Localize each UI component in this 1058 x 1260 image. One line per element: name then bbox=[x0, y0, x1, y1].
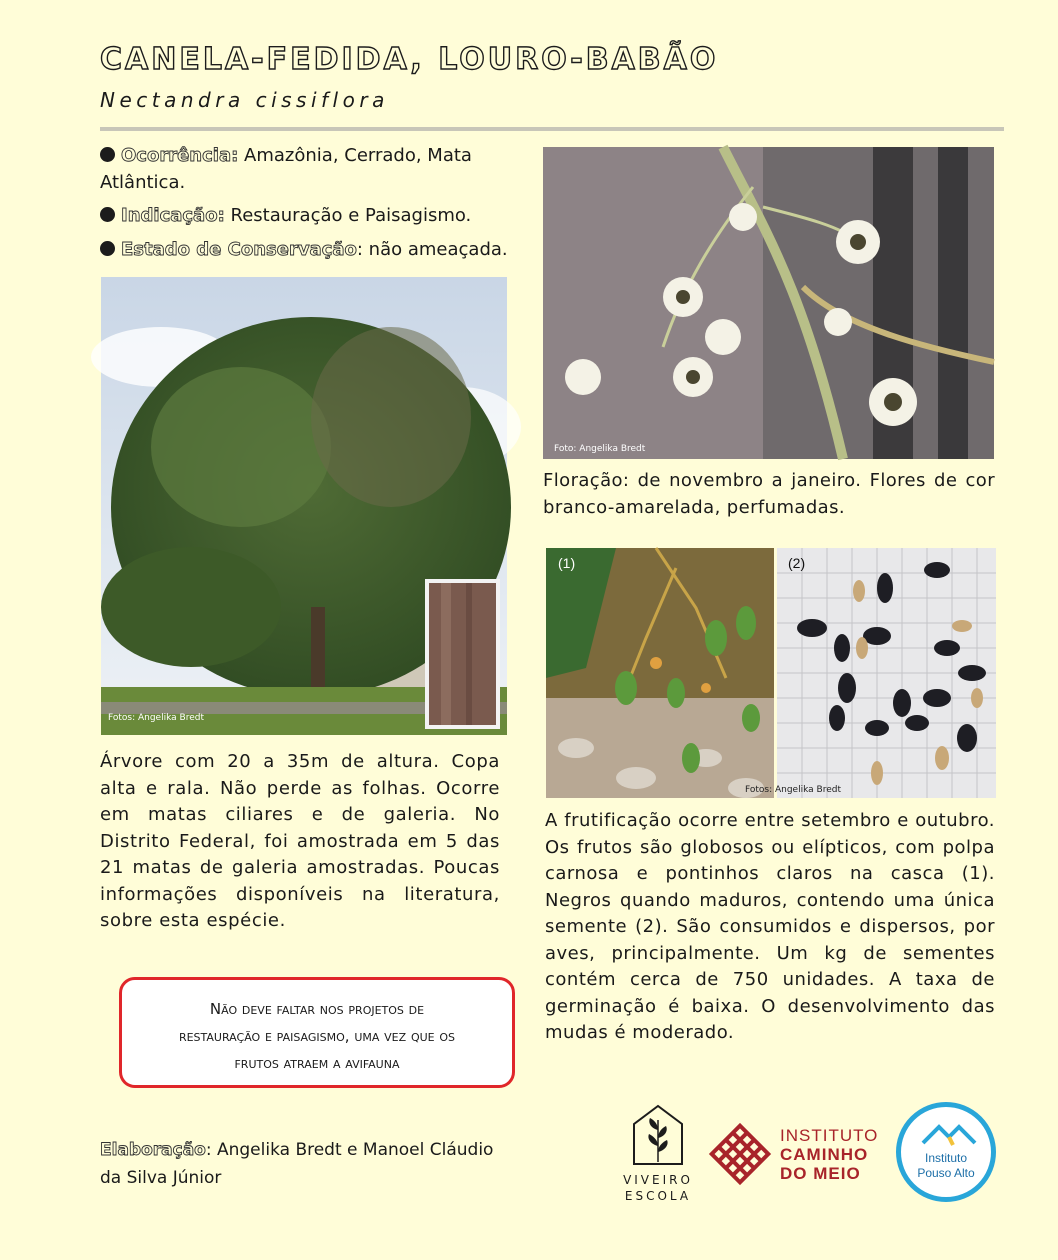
flower-photo bbox=[543, 147, 994, 459]
endless-knot-icon bbox=[708, 1122, 772, 1186]
recommendation-callout bbox=[119, 977, 515, 1088]
fruit-photo bbox=[546, 548, 774, 798]
pouso-text-1: Instituto bbox=[924, 1151, 968, 1165]
bullet-icon bbox=[100, 241, 115, 256]
flower-photo-credit: Foto: Angelika Bredt bbox=[554, 444, 646, 454]
occurrence-value: Amazônia, Cerrado, Mata Atlântica. bbox=[100, 145, 472, 193]
bullet-icon bbox=[100, 147, 115, 162]
fruiting-description: A frutificação ocorre entre setembro e outubro. Os frutos são globosos ou elípticos, com polpa carnosa e pontinhos claros na casca (1). Negros quando maduros, contendo uma única semente (2). São consumidos e dispersos, por aves, principalmente. Um kg de sementes contém cerca de 750 unidades. A taxa de germinação é baixa. O desenvolvimento das mudas é moderado. bbox=[545, 810, 995, 1043]
conservation-item bbox=[100, 236, 510, 263]
tree-description: Árvore com 20 a 35m de altura. Copa alta e rala. Não perde as folhas. Ocorre em matas ciliares e de galeria. No Distrito Federal, foi amostrada em 5 das 21 matas de galeria amostradas. Poucas informações disponíveis na literatura, sobre esta espécie. bbox=[100, 751, 500, 931]
seed-illustration bbox=[777, 548, 996, 798]
credits bbox=[100, 1136, 520, 1192]
viveiro-text-2: ESCOLA bbox=[624, 1189, 692, 1203]
pouso-alto-logo bbox=[896, 1102, 996, 1202]
bullet-icon bbox=[100, 207, 115, 222]
indication-item bbox=[100, 202, 510, 229]
callout-line-2: restauração e paisagismo, uma vez que os bbox=[178, 1027, 456, 1045]
tree-photo-credit: Fotos: Angelika Bredt bbox=[108, 713, 204, 723]
occurrence-item bbox=[100, 142, 510, 196]
credits-value: : Angelika Bredt e Manoel Cláudio da Silva Júnior bbox=[100, 1140, 494, 1188]
logo-instituto-text: INSTITUTO bbox=[780, 1126, 879, 1145]
viveiro-text-1: VIVEIRO bbox=[623, 1173, 693, 1187]
indication-label: Indicação: bbox=[121, 205, 225, 226]
flower-illustration bbox=[543, 147, 994, 459]
callout-text bbox=[132, 996, 502, 1077]
tree-photo bbox=[101, 277, 507, 735]
conservation-label: Estado de Conservação bbox=[121, 239, 357, 260]
fruit-photo-credit: Fotos: Angelika Bredt bbox=[745, 785, 841, 795]
logo-domeio-text: DO MEIO bbox=[780, 1164, 861, 1183]
occurrence-label: Ocorrência: bbox=[121, 145, 239, 166]
seed-photo-label-2: (2) bbox=[788, 555, 806, 571]
fruit-illustration bbox=[546, 548, 774, 798]
conservation-value: : não ameaçada. bbox=[356, 239, 508, 260]
fruit-photo-label-1: (1) bbox=[558, 555, 576, 571]
logo-caminho-text: CAMINHO bbox=[780, 1145, 869, 1164]
credits-label: Elaboração bbox=[100, 1140, 206, 1160]
birds-icon bbox=[919, 1123, 979, 1149]
scientific-name: Nectandra cissiflora bbox=[100, 88, 389, 112]
callout-line-3: frutos atraem a avifauna bbox=[234, 1054, 400, 1072]
caminho-do-meio-logo bbox=[708, 1116, 878, 1196]
flowering-description: Floração: de novembro a janeiro. Flores de cor branco-amarelada, perfumadas. bbox=[543, 470, 995, 518]
seedling-house-icon bbox=[620, 1102, 696, 1168]
pouso-text-2: Pouso Alto bbox=[917, 1166, 975, 1180]
seed-photo bbox=[745, 548, 996, 798]
page-title: CANELA-FEDIDA, LOURO-BABÃO bbox=[100, 42, 719, 77]
viveiro-escola-logo bbox=[620, 1102, 696, 1202]
tree-illustration bbox=[101, 277, 507, 735]
title-divider bbox=[100, 127, 1004, 131]
indication-value: Restauração e Paisagismo. bbox=[230, 205, 472, 226]
callout-line-1: Não deve faltar nos projetos de bbox=[209, 1000, 425, 1018]
